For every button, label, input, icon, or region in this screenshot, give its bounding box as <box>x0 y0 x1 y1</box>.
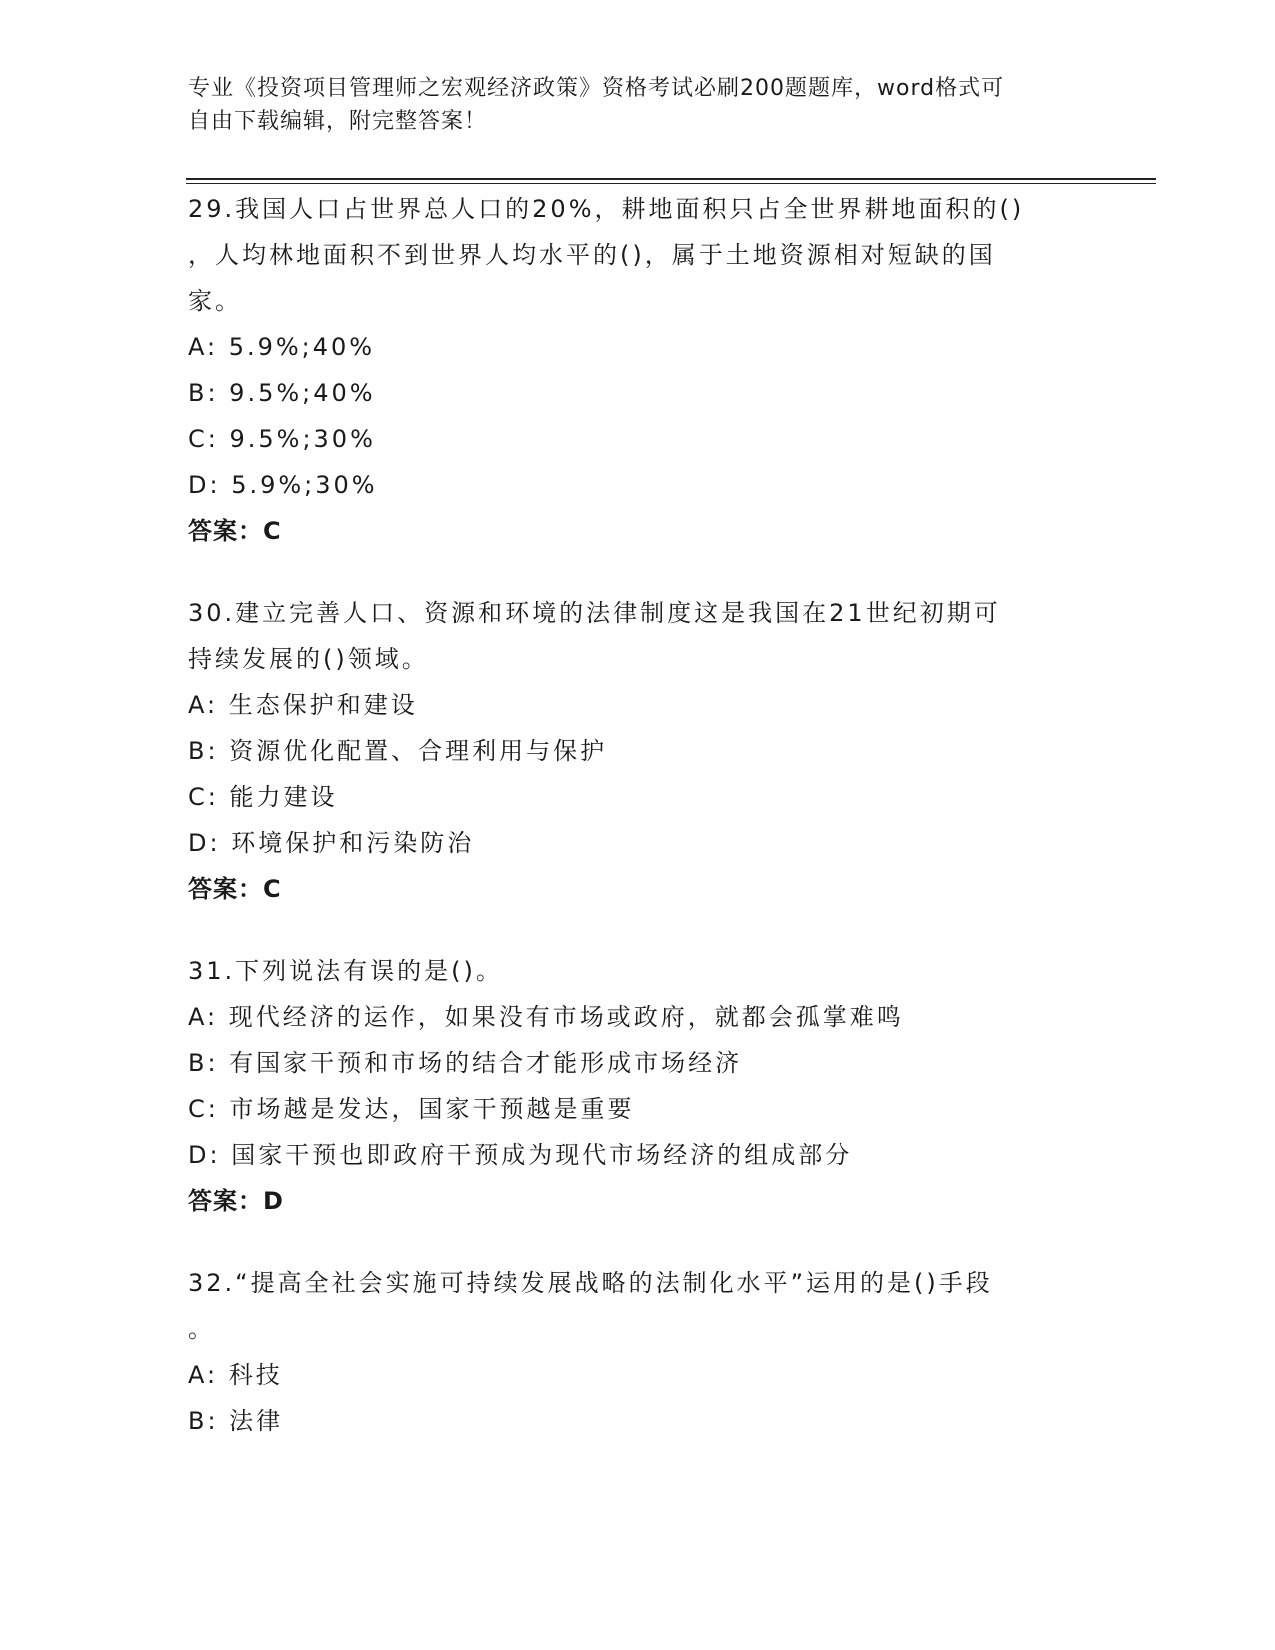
question-text-line: 。 <box>188 1315 215 1343</box>
answer: 答案：D <box>188 1187 284 1215</box>
answer: 答案：C <box>188 875 282 903</box>
document-header <box>188 72 1068 138</box>
question-text-line: ，人均林地面积不到世界人均水平的()，属于土地资源相对短缺的国 <box>188 241 996 269</box>
option-a: A: 科技 <box>188 1361 283 1389</box>
question-text-line: 32.“提高全社会实施可持续发展战略的法制化水平”运用的是()手段 <box>188 1269 993 1297</box>
question-text-line: 31.下列说法有误的是()。 <box>188 957 503 985</box>
option-a: A: 5.9%;40% <box>188 333 376 361</box>
option-c: C: 能力建设 <box>188 783 338 811</box>
header-divider-thin <box>186 183 1156 184</box>
option-a: A: 现代经济的运作，如果没有市场或政府，就都会孤掌难鸣 <box>188 1003 904 1031</box>
option-d: D: 国家干预也即政府干预成为现代市场经济的组成部分 <box>188 1141 853 1169</box>
answer: 答案：C <box>188 517 282 545</box>
header-divider <box>186 178 1156 180</box>
option-b: B: 资源优化配置、合理利用与保护 <box>188 737 608 765</box>
question-30 <box>188 590 1088 912</box>
header-line-2: 自由下载编辑，附完整答案！ <box>188 109 488 134</box>
option-d: D: 环境保护和污染防治 <box>188 829 475 857</box>
option-d: D: 5.9%;30% <box>188 471 378 499</box>
option-b: B: 法律 <box>188 1407 284 1435</box>
option-c: C: 9.5%;30% <box>188 425 376 453</box>
header-line-1: 专业《投资项目管理师之宏观经济政策》资格考试必刷200题题库，word格式可 <box>188 76 1005 101</box>
question-29 <box>188 186 1088 554</box>
question-32 <box>188 1260 1088 1444</box>
option-b: B: 9.5%;40% <box>188 379 376 407</box>
question-text-line: 30.建立完善人口、资源和环境的法律制度这是我国在21世纪初期可 <box>188 599 1001 627</box>
option-b: B: 有国家干预和市场的结合才能形成市场经济 <box>188 1049 743 1077</box>
question-text-line: 家。 <box>188 287 242 315</box>
question-text-line: 29.我国人口占世界总人口的20%，耕地面积只占全世界耕地面积的() <box>188 195 1025 223</box>
option-c: C: 市场越是发达，国家干预越是重要 <box>188 1095 635 1123</box>
question-31 <box>188 948 1088 1224</box>
question-text-line: 持续发展的()领域。 <box>188 645 429 673</box>
option-a: A: 生态保护和建设 <box>188 691 418 719</box>
